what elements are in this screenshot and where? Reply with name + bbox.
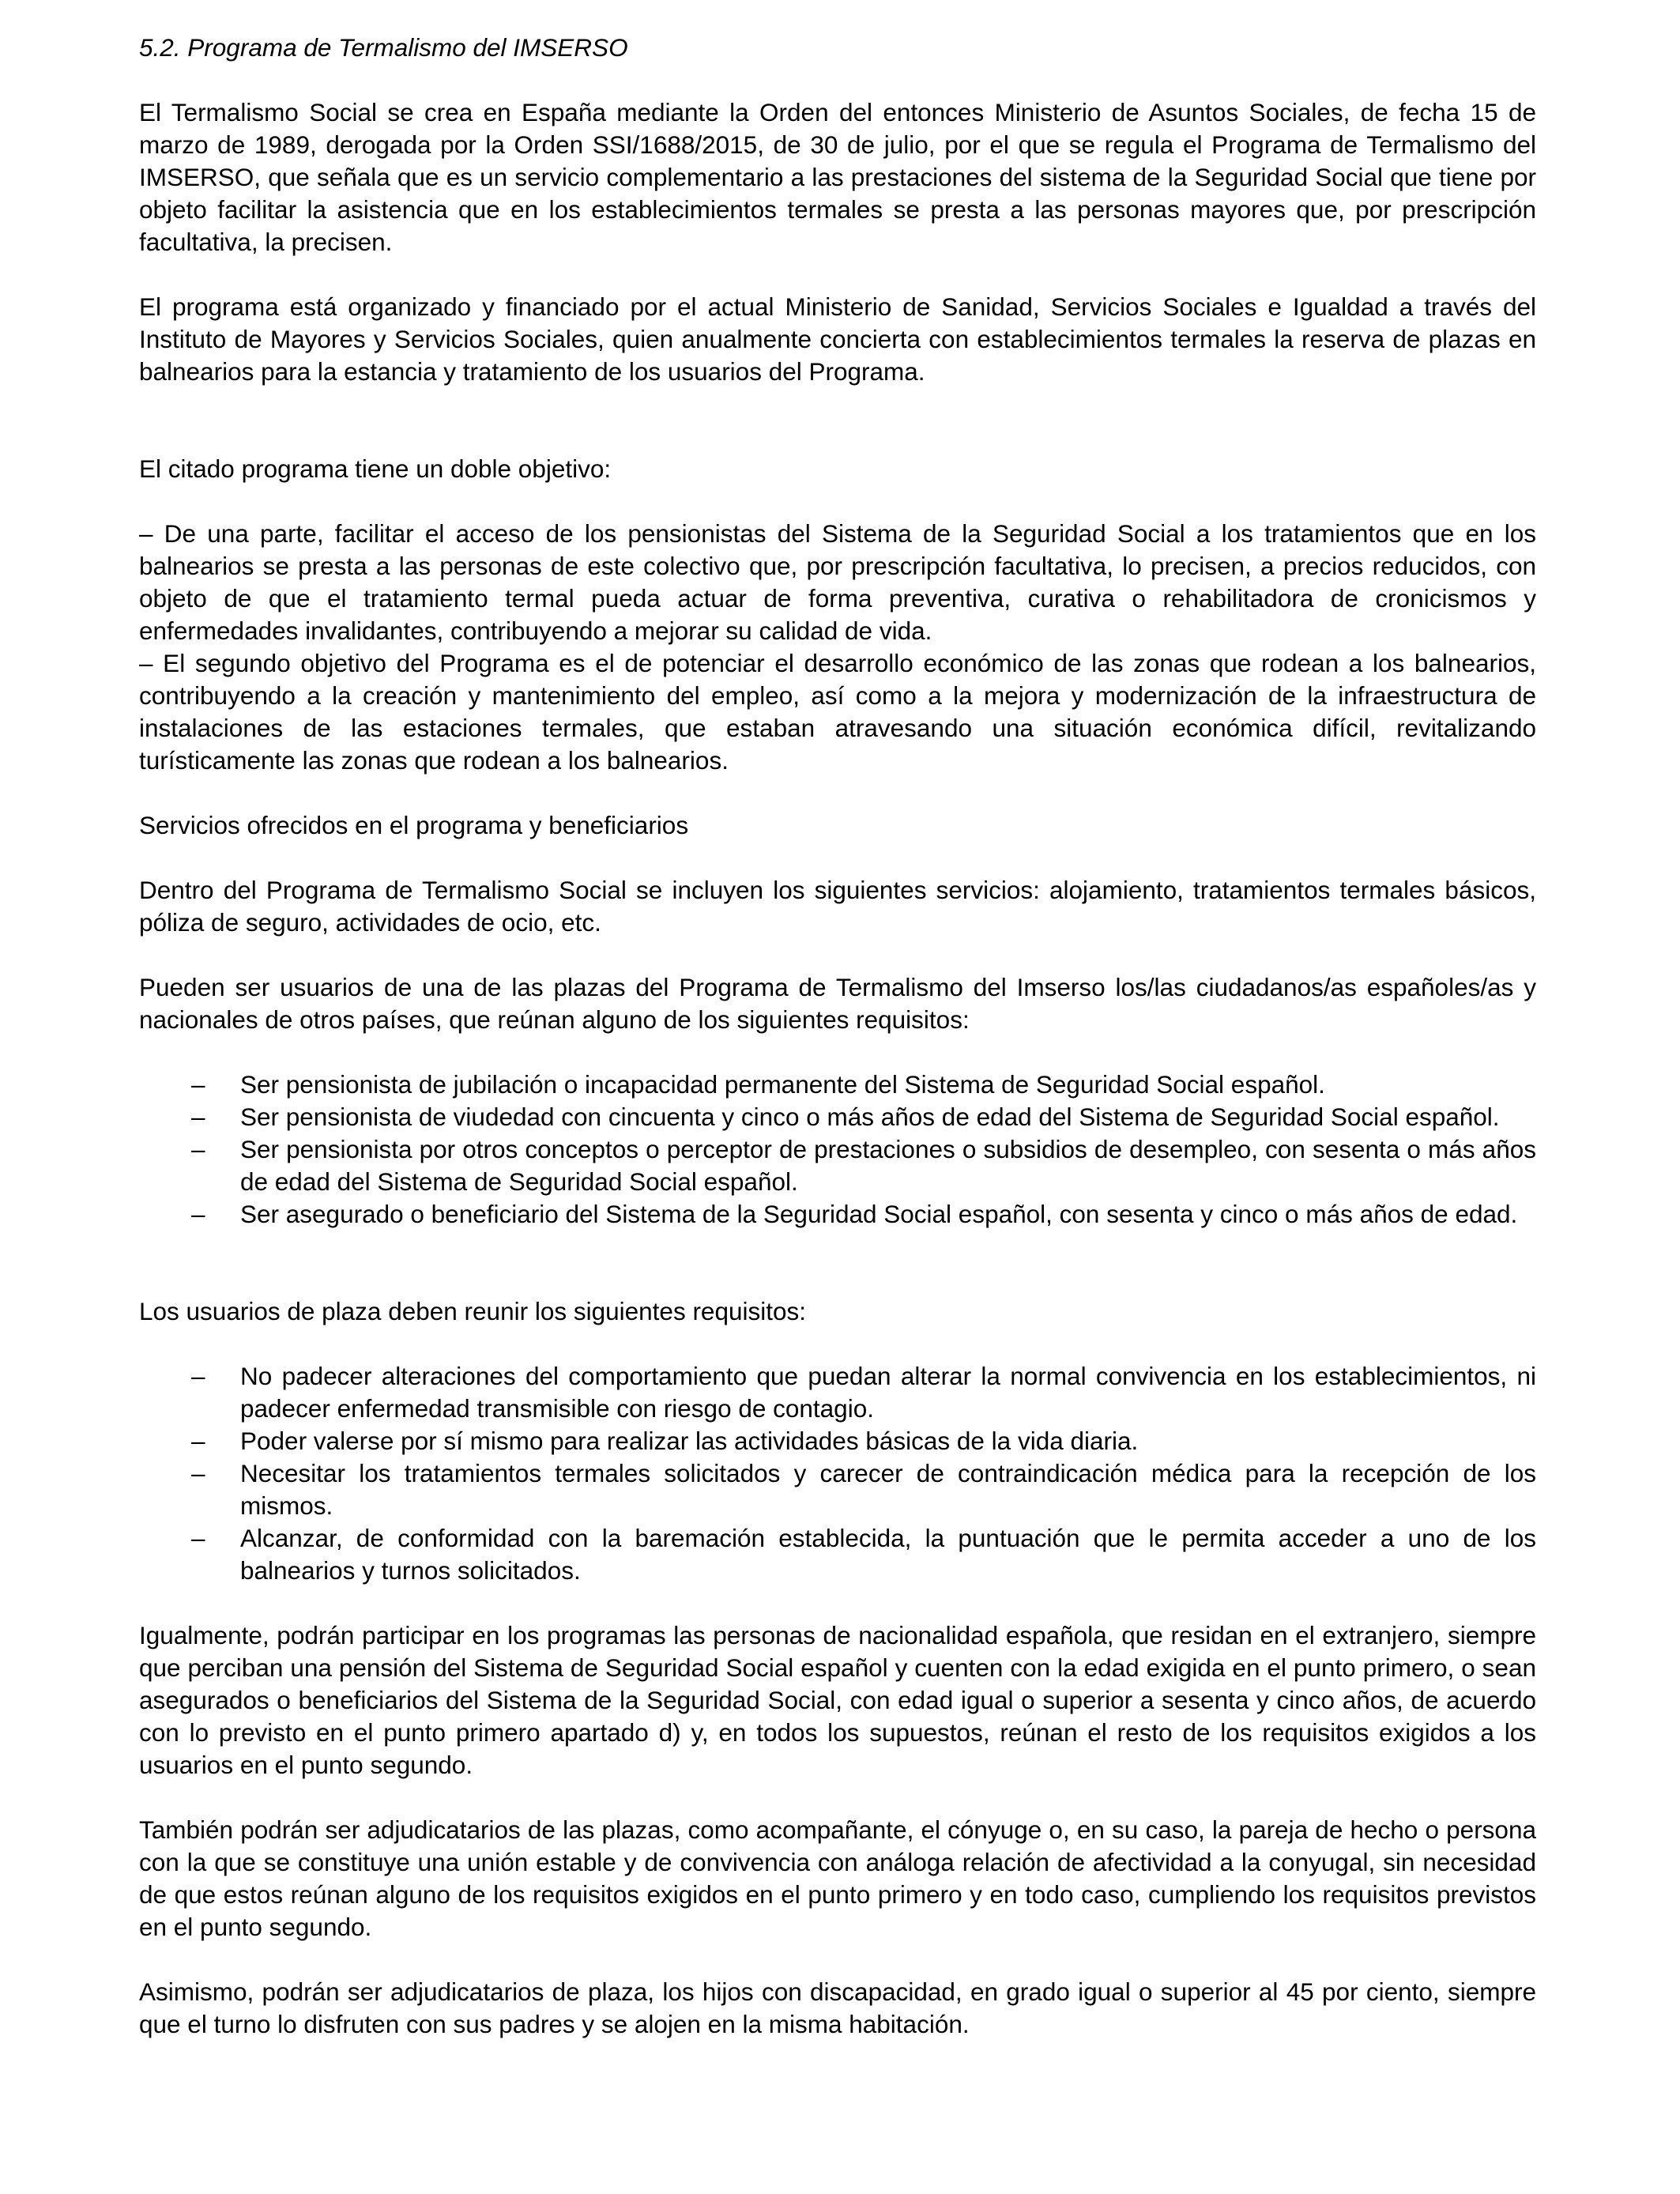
list-dash: – [191, 1459, 205, 1487]
paragraph-organization: El programa está organizado y financiado por el actual Ministerio de Sanidad, Servicios Sociales e Igualdad a través del Instituto de Mayores y Servicios Sociales, quien anualmente concierta con establecimientos termales la reserva de plazas en balnearios para la estancia y tratamiento de los usuarios del Programa. [139, 292, 1536, 386]
list-dash: – [191, 1200, 205, 1228]
paragraph-requirements-intro: Los usuarios de plaza deben reunir los siguientes requisitos: [139, 1297, 807, 1325]
paragraph-residents-abroad: Igualmente, podrán participar en los programas las personas de nacionalidad española, que residan en el extranjero, siempre que perciban una pensión del Sistema de Seguridad Social español y cuenten con la edad exigida en el punto primero, o sean asegurados o beneficiarios del Sistema de la Seguridad Social, con edad igual o superior a sesenta y cinco años, de acuerdo con lo previsto en el punto primero apartado d) y, en todos los supuestos, reúnan el resto de los requisitos exigidos a los usuarios en el punto segundo. [139, 1621, 1536, 1779]
list-item: – Poder valerse por sí mismo para realizar las actividades básicas de la vida diaria. [139, 1425, 1536, 1457]
eligibility-list [139, 1069, 1536, 1231]
paragraph-objective-two: – El segundo objetivo del Programa es el de potenciar el desarrollo económico de las zonas que rodean a los balnearios, contribuyendo a la creación y mantenimiento del empleo, así como a la mejora y modernización de la infraestructura de instalaciones de las estaciones termales, que estaban atravesando una situación económica difícil, revitalizando turísticamente las zonas que rodean a los balnearios. [139, 649, 1536, 775]
list-dash: – [191, 1524, 205, 1552]
requirements-list [139, 1360, 1536, 1587]
list-item: – Alcanzar, de conformidad con la baremación establecida, la puntuación que le permita acceder a uno de los balnearios y turnos solicitados. [191, 1524, 1536, 1585]
paragraph-children-disability: Asimismo, podrán ser adjudicatarios de plaza, los hijos con discapacidad, en grado igual o superior al 45 por ciento, siempre que el turno lo disfruten con sus padres y se alojen en la misma habitación. [139, 1977, 1536, 2038]
paragraph-origin: El Termalismo Social se crea en España mediante la Orden del entonces Ministerio de Asuntos Sociales, de fecha 15 de marzo de 1989, derogada por la Orden SSI/1688/2015, de 30 de julio, por el que se regula el Programa de Termalismo del IMSERSO, que señala que es un servicio complementario a las prestaciones del sistema de la Seguridad Social que tiene por objeto facilitar la asistencia que en los establecimientos termales se presta a las personas mayores que, por prescripción facultativa, la precisen. [139, 98, 1536, 256]
list-dash: – [191, 1362, 205, 1390]
list-item: – Ser pensionista de viudedad con cincuenta y cinco o más años de edad del Sistema de Seguridad Social español. [139, 1101, 1536, 1133]
paragraph-objectives-intro: El citado programa tiene un doble objetivo: [139, 454, 612, 483]
section-heading: 5.2. Programa de Termalismo del IMSERSO [139, 33, 628, 62]
list-item: – Ser pensionista de jubilación o incapacidad permanente del Sistema de Seguridad Social español. [139, 1069, 1536, 1101]
list-dash: – [191, 1427, 205, 1455]
list-dash: – [191, 1103, 205, 1131]
list-item: – Ser asegurado o beneficiario del Sistema de la Seguridad Social español, con sesenta y cinco o más años de edad. [139, 1198, 1536, 1231]
list-item: – Necesitar los tratamientos termales solicitados y carecer de contraindicación médica para la recepción de los mismos. [191, 1459, 1536, 1520]
list-dash: – [191, 1135, 205, 1163]
list-item: – No padecer alteraciones del comportamiento que puedan alterar la normal convivencia en los establecimientos, ni padecer enfermedad transmisible con riesgo de contagio. [191, 1362, 1536, 1423]
paragraph-eligibility-intro: Pueden ser usuarios de una de las plazas del Programa de Termalismo del Imserso los/las ciudadanos/as españoles/as y nacionales de otros países, que reúnan alguno de los siguientes requisitos: [139, 973, 1536, 1034]
subheading-services: Servicios ofrecidos en el programa y beneficiarios [139, 811, 689, 839]
paragraph-objective-one: – De una parte, facilitar el acceso de los pensionistas del Sistema de la Seguridad Social a los tratamientos que en los balnearios se presta a las personas de este colectivo que, por prescripción facultativa, lo precisen, a precios reducidos, con objeto de que el tratamiento termal pueda actuar de forma preventiva, curativa o rehabilitadora de cronicismos y enfermedades invalidantes, contribuyendo a mejorar su calidad de vida. [139, 519, 1536, 645]
document-page [139, 32, 1536, 2041]
paragraph-companions: También podrán ser adjudicatarios de las plazas, como acompañante, el cónyuge o, en su caso, la pareja de hecho o persona con la que se constituye una unión estable y de convivencia con análoga relación de afectividad a la conyugal, sin necesidad de que estos reúnan alguno de los requisitos exigidos en el punto primero y en todo caso, cumpliendo los requisitos previstos en el punto segundo. [139, 1815, 1536, 1941]
list-dash: – [191, 1070, 205, 1099]
list-item: – Ser pensionista por otros conceptos o perceptor de prestaciones o subsidios de desempleo, con sesenta o más años de edad del Sistema de Seguridad Social español. [191, 1135, 1536, 1196]
paragraph-services: Dentro del Programa de Termalismo Social se incluyen los siguientes servicios: alojamiento, tratamientos termales básicos, póliza de seguro, actividades de ocio, etc. [139, 876, 1536, 937]
